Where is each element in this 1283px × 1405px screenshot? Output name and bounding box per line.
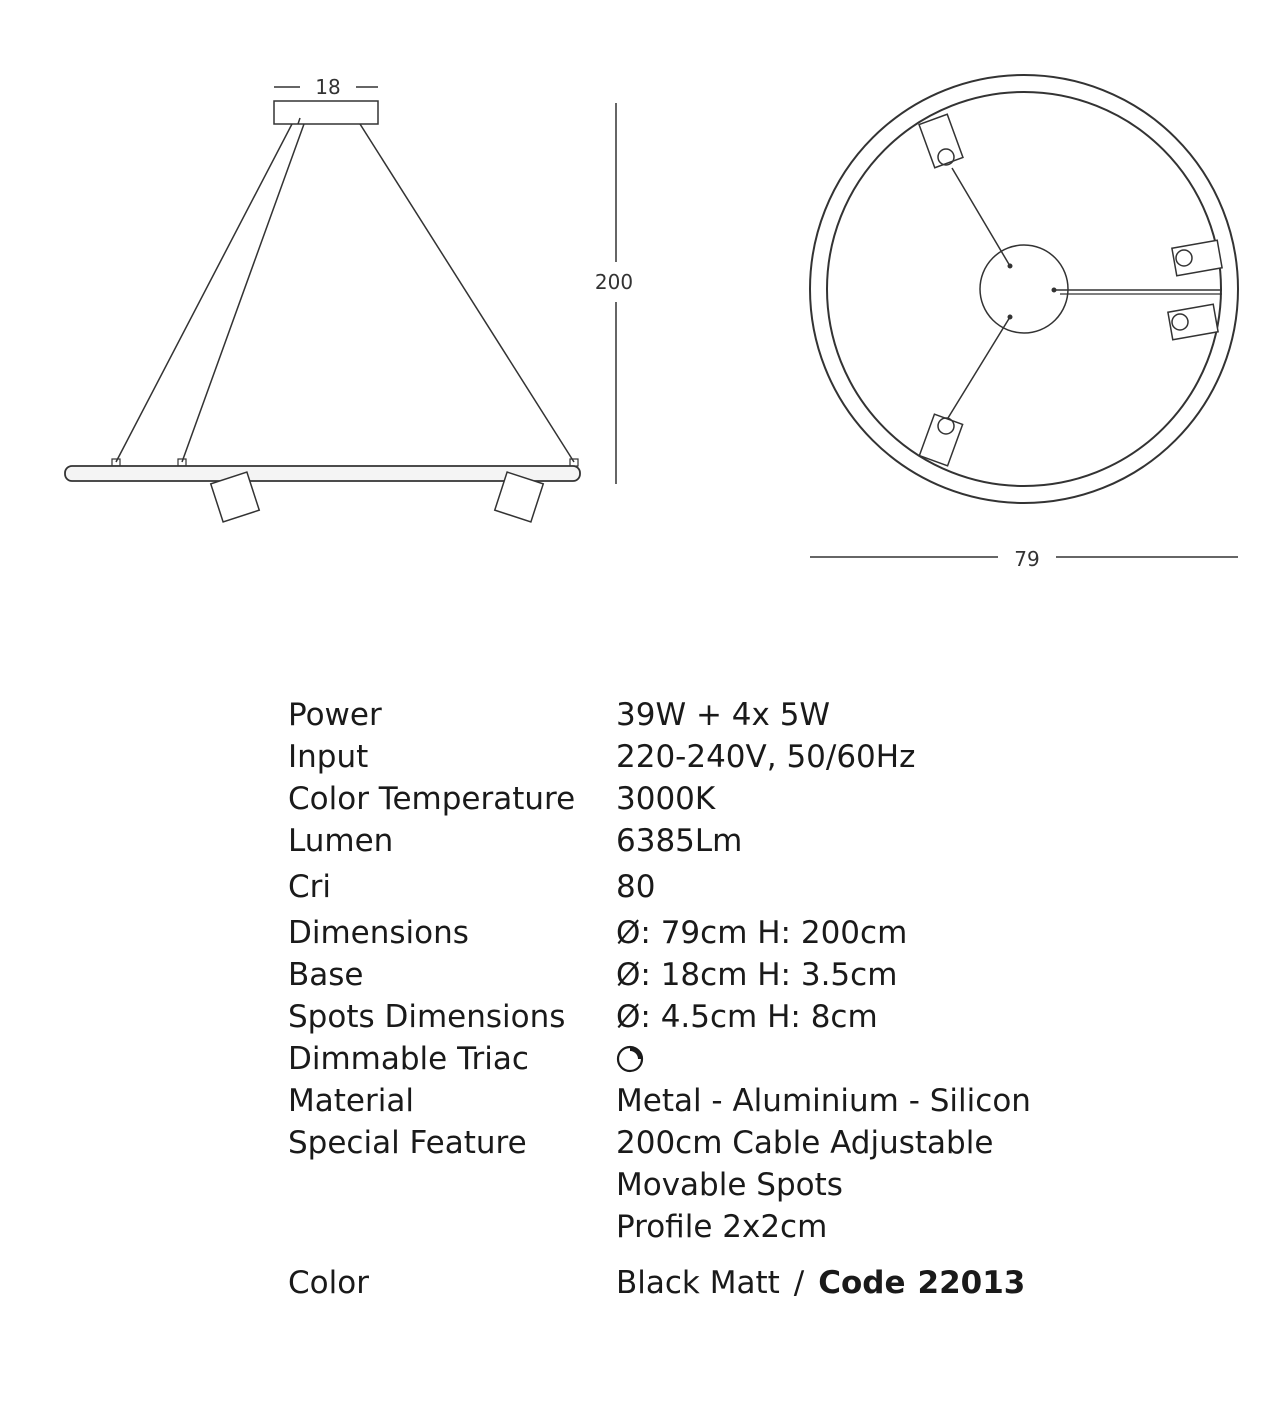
spec-value: 80 <box>616 869 656 905</box>
spec-label: Color Temperature <box>288 781 576 817</box>
spec-values <box>616 820 1088 862</box>
spec-row <box>288 954 1088 996</box>
color-value: Black Matt <box>616 1265 780 1301</box>
suspension-cable <box>360 124 574 462</box>
spec-values <box>616 954 1088 996</box>
spec-label: Power <box>288 697 382 733</box>
spec-values <box>616 1262 1088 1304</box>
spec-values <box>616 912 1088 954</box>
spec-value: 6385Lm <box>616 823 743 859</box>
spec-values <box>616 996 1088 1038</box>
spec-label: Material <box>288 1083 414 1119</box>
spec-row <box>288 1080 1088 1122</box>
spec-values <box>616 736 1088 778</box>
ceiling-base <box>274 101 378 124</box>
spec-value: Ø: 18cm H: 3.5cm <box>616 957 898 993</box>
outer-ring <box>810 75 1238 503</box>
spec-row <box>288 866 1088 908</box>
suspension-cable <box>116 124 292 462</box>
spec-label: Input <box>288 739 369 775</box>
spec-row <box>288 820 1088 862</box>
spec-label: Base <box>288 957 364 993</box>
dimmable-icon <box>616 1045 644 1073</box>
side-view <box>65 87 616 522</box>
height-label: 200 <box>594 270 634 294</box>
diameter-label: 79 <box>1014 547 1040 571</box>
spec-label: Special Feature <box>288 1125 527 1161</box>
spec-value: 3000K <box>616 781 716 817</box>
spec-row <box>288 1038 1088 1080</box>
spec-values <box>616 694 1088 736</box>
spec-label: Cri <box>288 869 332 905</box>
color-row <box>288 1262 1088 1304</box>
spec-value: Movable Spots <box>616 1167 843 1203</box>
inner-ring <box>827 92 1221 486</box>
spec-row <box>288 736 1088 778</box>
spec-value: Ø: 4.5cm H: 8cm <box>616 999 878 1035</box>
spec-value: 200cm Cable Adjustable <box>616 1125 994 1161</box>
spot-light <box>919 114 963 167</box>
ring-profile <box>65 466 580 481</box>
spec-label: Dimmable Triac <box>288 1041 529 1077</box>
top-view <box>810 75 1238 557</box>
spec-values <box>616 1080 1088 1122</box>
separator: / <box>793 1265 805 1301</box>
spot-light <box>1168 304 1218 340</box>
spec-row <box>288 996 1088 1038</box>
spec-values <box>616 778 1088 820</box>
code-label: Code <box>818 1265 906 1301</box>
spec-value: Metal - Aluminium - Silicon <box>616 1083 1031 1119</box>
spec-value: Ø: 79cm H: 200cm <box>616 915 908 951</box>
technical-drawing <box>0 0 1283 640</box>
spec-values <box>616 1122 1088 1248</box>
spot-light <box>1172 240 1222 276</box>
spec-value: 220-240V, 50/60Hz <box>616 739 916 775</box>
spec-row <box>288 912 1088 954</box>
spec-values <box>616 1038 1088 1080</box>
spec-values <box>616 866 1088 908</box>
spec-value: 39W + 4x 5W <box>616 697 831 733</box>
base-width-label: 18 <box>315 75 341 99</box>
spec-value: Profile 2x2cm <box>616 1209 828 1245</box>
spec-value <box>616 1038 1088 1080</box>
spec-row <box>288 778 1088 820</box>
spec-row <box>288 694 1088 736</box>
spec-label: Dimensions <box>288 915 469 951</box>
spec-label: Spots Dimensions <box>288 999 566 1035</box>
suspension-cable <box>182 124 304 462</box>
spot-light <box>919 414 962 466</box>
product-code: 22013 <box>917 1265 1026 1301</box>
spec-label: Lumen <box>288 823 394 859</box>
spec-table <box>288 694 1088 1304</box>
spec-row <box>288 1122 1088 1248</box>
spec-label: Color <box>288 1265 369 1301</box>
